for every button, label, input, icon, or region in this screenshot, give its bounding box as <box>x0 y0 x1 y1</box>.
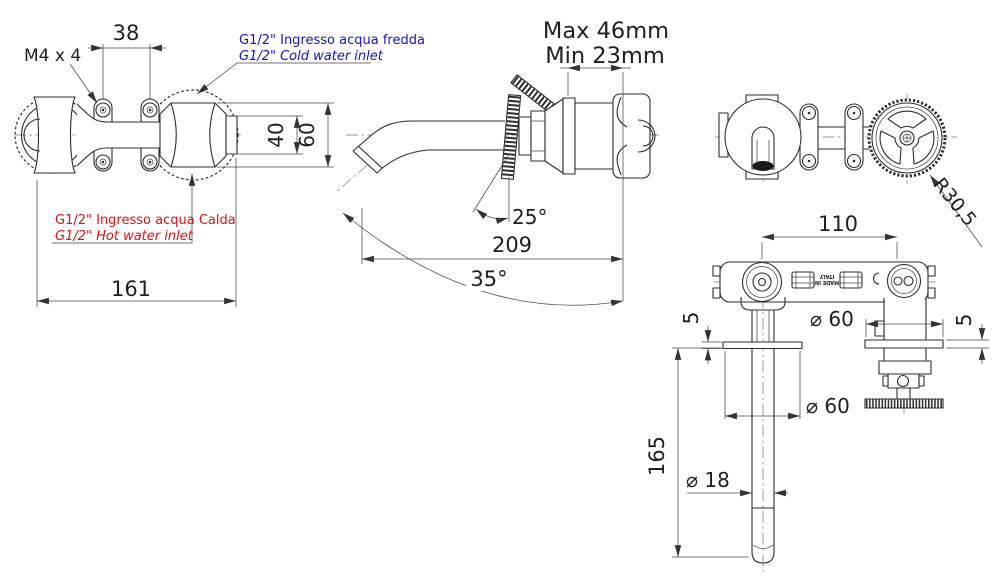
dim-flange-angle-label: 25° <box>512 205 548 229</box>
rear-lug-right <box>845 104 863 170</box>
dim-spout-tube-diameter-label: ⌀ 18 <box>686 468 730 492</box>
valve-escutcheon <box>865 340 943 348</box>
left-handle <box>34 97 75 173</box>
hot-water-label-it: G1/2" Ingresso acqua Calda <box>55 213 236 228</box>
dim-right-flange-diameter-label: ⌀ 60 <box>810 307 854 331</box>
dim-overall-width-label: 161 <box>110 277 152 301</box>
dim-max-depth-label: Max 46mm <box>542 18 670 44</box>
dim-body-height-label: 40 <box>264 122 288 148</box>
wheel-handle <box>868 99 946 177</box>
right-hex-handle <box>160 103 226 167</box>
dim-spout-angle-label: 35° <box>470 267 508 291</box>
hot-water-label-en: G1/2" Hot water inlet <box>55 229 193 244</box>
cold-water-label-en: G1/2" Cold water inlet <box>239 49 383 64</box>
svg-text:ITALY: ITALY <box>819 273 835 279</box>
spout-union-end <box>226 116 237 154</box>
cold-water-label-it: G1/2" Ingresso acqua fredda <box>239 33 425 48</box>
wheel-edge-top-view <box>865 399 943 408</box>
dim-hole-centers-label: 110 <box>817 212 859 236</box>
wall-plate <box>563 98 575 174</box>
dim-spout-tube-length-label: 165 <box>645 435 669 477</box>
front-view <box>14 21 425 307</box>
dim-handle-radius-label: R30,5 <box>928 173 981 231</box>
svg-text:MADE IN: MADE IN <box>814 279 840 285</box>
spout-escutcheon <box>723 342 802 349</box>
side-view <box>336 18 669 305</box>
thread-label: M4 x 4 <box>24 46 82 66</box>
dim-left-flange-diameter-label: ⌀ 60 <box>806 394 850 418</box>
handle-profile <box>613 94 650 178</box>
top-view <box>645 212 989 572</box>
rear-lug-left <box>800 104 818 170</box>
valve-body <box>575 103 613 169</box>
dim-spout-reach-label: 209 <box>491 233 533 257</box>
dim-min-depth-label: Min 23mm <box>545 43 665 69</box>
dim-handle-height-label: 60 <box>295 122 319 148</box>
dim-right-flange-thickness-label: 5 <box>952 313 976 327</box>
spout-outlet <box>753 161 774 171</box>
dim-screw-spacing-label: 38 <box>112 21 140 45</box>
dim-left-flange-thickness-label: 5 <box>679 311 703 325</box>
